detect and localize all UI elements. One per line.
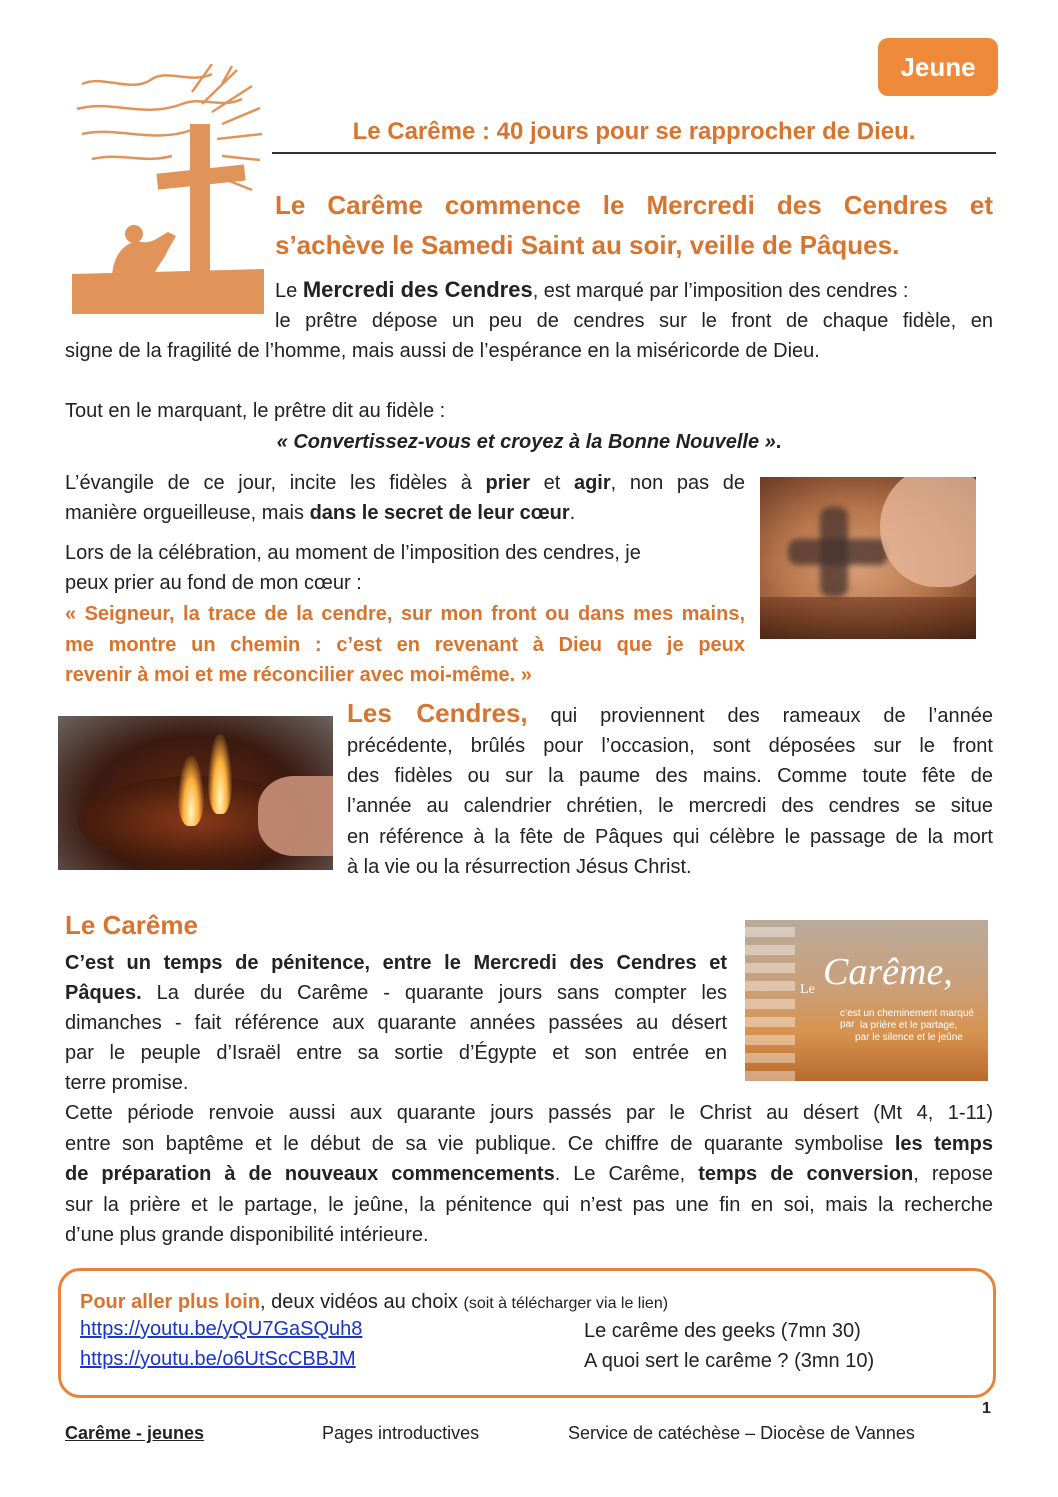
desert-careme-photo — [745, 920, 988, 1081]
box-lead-bold: Pour aller plus loin — [80, 1291, 261, 1313]
gospel-line-3: Lors de la célébration, au moment de l’imposition des cendres, je — [65, 542, 641, 564]
careme-image-tag-3: par le silence et le jeûne — [855, 1032, 963, 1043]
ash-cross-forehead-photo — [760, 477, 976, 639]
careme-text: , repose — [913, 1163, 993, 1185]
intro-line-4: Tout en le marquant, le prêtre dit au fidèle : — [65, 400, 446, 422]
burning-ashes-photo — [58, 716, 333, 870]
cendres-line-3: des fidèles ou sur la paume des mains. Comme toute fête de — [347, 765, 993, 787]
cendres-line-4: l’année au calendrier chrétien, le mercredi des cendres se situe — [347, 795, 993, 817]
careme-bold: temps de conversion — [698, 1163, 914, 1185]
footer-right: Service de catéchèse – Diocèse de Vannes — [568, 1423, 915, 1443]
gospel-bold: prier — [485, 472, 530, 494]
cendres-line-2: précédente, brûlés pour l’occasion, sont déposées sur le front — [347, 735, 993, 757]
prayer-line-2: me montre un chemin : c’est en revenant à Dieu que je peux — [65, 634, 745, 656]
careme-line-10: d’une plus grande disponibilité intérieure. — [65, 1224, 429, 1246]
careme-line-6: Cette période renvoie aussi aux quarante jours passés par le Christ au désert (Mt 4, 1-11) — [65, 1102, 993, 1124]
gospel-bold: agir — [573, 472, 611, 494]
cross-praying-figure-illustration — [72, 64, 264, 314]
gospel-text: manière orgueilleuse, mais — [65, 502, 310, 524]
careme-line-4: par le peuple d’Israël entre sa sortie d’Égypte et son entrée en — [65, 1042, 727, 1064]
careme-heading: Le Carême — [65, 910, 198, 940]
video-label-1: Le carême des geeks (7mn 30) — [584, 1320, 861, 1342]
intro-line-2: le prêtre dépose un peu de cendres sur le front de chaque fidèle, en — [275, 310, 993, 332]
careme-image-tag-2: la prière et le partage, — [860, 1020, 958, 1031]
careme-image-word: Carême, — [823, 951, 953, 993]
careme-bold: de préparation à de nouveaux commencements — [65, 1163, 555, 1185]
cendres-line-1 — [347, 698, 993, 731]
careme-line-9: sur la prière et le partage, le jeûne, la pénitence qui n’est pas une fin en soi, mais la recherche — [65, 1194, 993, 1216]
gospel-text: L’évangile de ce jour, incite les fidèles à — [65, 472, 486, 494]
careme-bold: Pâques. — [65, 982, 142, 1004]
cendres-text: qui proviennent des rameaux de l’année — [527, 705, 993, 727]
careme-line-2 — [65, 978, 727, 1008]
gospel-line-4: peux prier au fond de mon cœur : — [65, 572, 362, 594]
subtitle-line-1: Le Carême commence le Mercredi des Cendres et — [275, 190, 993, 220]
box-lead — [80, 1287, 668, 1319]
careme-line-3: dimanches - fait référence aux quarante années passées au désert — [65, 1012, 727, 1034]
intro-line-1 — [275, 275, 993, 306]
box-lead-text: , deux vidéos au choix — [260, 1291, 464, 1313]
intro-line-3: signe de la fragilité de l’homme, mais aussi de l’espérance en la miséricorde de Dieu. — [65, 340, 820, 362]
cendres-line-6: à la vie ou la résurrection Jésus Christ. — [347, 856, 692, 878]
footer-left: Carême - jeunes — [65, 1423, 205, 1443]
careme-line-7 — [65, 1129, 993, 1159]
video-link-1[interactable]: https://youtu.be/yQU7GaSQuh8 — [80, 1318, 363, 1340]
gospel-line-1 — [65, 468, 745, 498]
careme-line-5: terre promise. — [65, 1072, 189, 1094]
page-number: 1 — [982, 1400, 991, 1417]
careme-text: La durée du Carême - quarante jours sans compter les — [141, 982, 727, 1004]
gospel-line-2 — [65, 498, 575, 528]
careme-line-1: C’est un temps de pénitence, entre le Mercredi des Cendres et — [65, 952, 727, 974]
careme-text: . Le Carême, — [554, 1163, 699, 1185]
page-title: Le Carême : 40 jours pour se rapprocher de Dieu. — [272, 118, 996, 154]
intro-quote — [65, 427, 993, 457]
cendres-heading: Les Cendres, — [347, 698, 528, 728]
cendres-line-5: en référence à la fête de Pâques qui célèbre le passage de la mort — [347, 826, 993, 848]
gospel-text: . — [569, 502, 576, 524]
gospel-text: , non pas de — [610, 472, 746, 494]
intro-text: , est marqué par l’imposition des cendres : — [532, 280, 909, 302]
intro-bold: Mercredi des Cendres — [302, 277, 533, 302]
box-lead-small: (soit à télécharger via le lien) — [463, 1295, 669, 1312]
video-label-2: A quoi sert le carême ? (3mn 10) — [584, 1350, 875, 1372]
careme-image-le: Le — [800, 982, 815, 997]
careme-image-tag-1: c’est un cheminement marqué par — [840, 1008, 974, 1030]
subtitle-line-2: s’achève le Samedi Saint au soir, veille de Pâques. — [275, 230, 900, 260]
careme-text: entre son baptême et le début de sa vie publique. Ce chiffre de quarante symbolise — [65, 1133, 895, 1155]
footer-middle: Pages introductives — [322, 1423, 480, 1443]
category-tag: Jeune — [878, 38, 998, 96]
video-link-2[interactable]: https://youtu.be/o6UtScCBBJM — [80, 1348, 356, 1370]
careme-bold: les temps — [894, 1133, 994, 1155]
prayer-line-3: revenir à moi et me réconcilier avec moi-même. » — [65, 664, 532, 686]
quote-text: « Convertissez-vous et croyez à la Bonne Nouvelle » — [276, 431, 776, 453]
intro-text: Le — [275, 280, 303, 302]
gospel-bold: dans le secret de leur cœur — [309, 502, 570, 524]
gospel-text: et — [529, 472, 574, 494]
quote-end: . — [775, 431, 782, 453]
prayer-line-1: « Seigneur, la trace de la cendre, sur mon front ou dans mes mains, — [65, 603, 745, 625]
careme-line-8 — [65, 1159, 993, 1189]
